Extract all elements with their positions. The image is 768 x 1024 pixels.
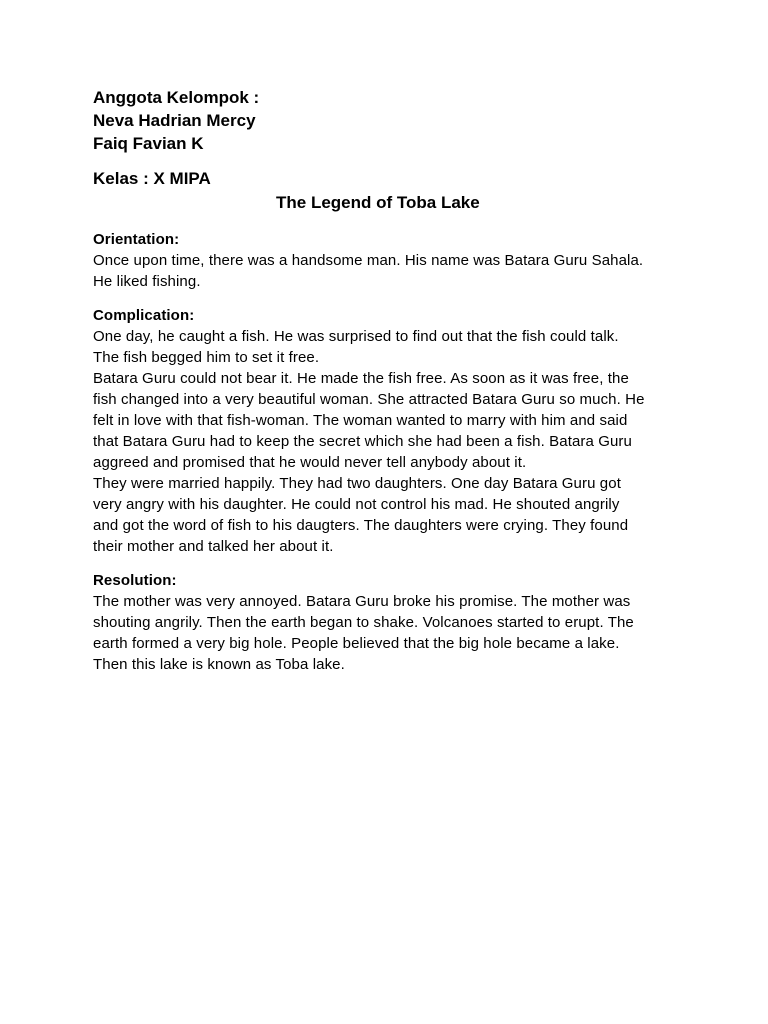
section-orientation xyxy=(93,229,648,292)
section-heading: Complication: xyxy=(93,307,195,324)
member-name-1: Neva Hadrian Mercy xyxy=(93,111,256,130)
section-heading: Orientation: xyxy=(93,231,180,248)
document-title: The Legend of Toba Lake xyxy=(276,193,480,212)
header-spacer xyxy=(93,155,648,167)
paragraph: Once upon time, there was a handsome man. His name was Batara Guru Sahala. He liked fishing. xyxy=(93,252,644,290)
group-label: Anggota Kelompok : xyxy=(93,88,260,107)
section-resolution xyxy=(93,570,648,675)
paragraph: Batara Guru could not bear it. He made the fish free. As soon as it was free, the fish changed into a very beautiful woman. She attracted Batara Guru so much. He felt in love with that fish-woman. The woman wanted to marry with him and said that Batara Guru had to keep the secret which she had been a fish. Batara Guru aggreed and promised that he would never tell anybody about it. xyxy=(93,370,645,471)
paragraph: The mother was very annoyed. Batara Guru broke his promise. The mother was shouting angrily. Then the earth began to shake. Volcanoes started to erupt. The earth formed a very big hole. People believed that the big hole became a lake. Then this lake is known as Toba lake. xyxy=(93,593,634,673)
section-complication xyxy=(93,305,648,557)
member-name-2: Faiq Favian K xyxy=(93,134,204,153)
paragraph: They were married happily. They had two daughters. One day Batara Guru got very angry with his daughter. He could not control his mad. He shouted angrily and got the word of fish to his daugters. The daughters were crying. They found their mother and talked her about it. xyxy=(93,475,629,555)
paragraph: One day, he caught a fish. He was surprised to find out that the fish could talk. The fish begged him to set it free. xyxy=(93,328,619,366)
section-heading: Resolution: xyxy=(93,572,177,589)
class-label: Kelas : X MIPA xyxy=(93,169,211,188)
